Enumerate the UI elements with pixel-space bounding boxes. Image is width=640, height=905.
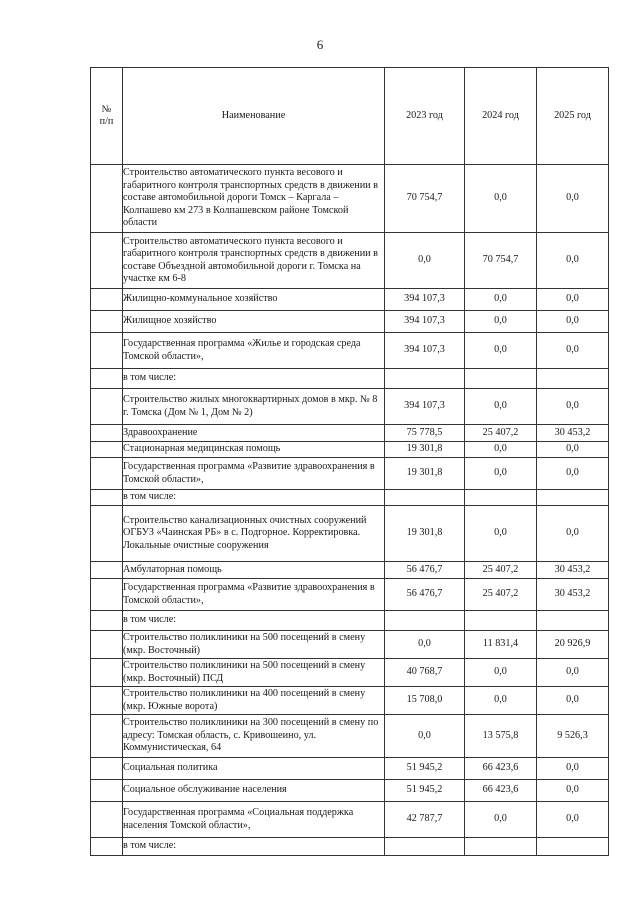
- value-2024: 25 407,2: [465, 579, 537, 611]
- row-number: [91, 562, 123, 579]
- page-number: 6: [316, 37, 324, 52]
- value-2025: [537, 838, 609, 856]
- value-2024: 13 575,8: [465, 715, 537, 758]
- value-2023: 394 107,3: [385, 311, 465, 333]
- value-2023: 19 301,8: [385, 458, 465, 490]
- row-name: Здравоохранение: [123, 425, 385, 442]
- budget-table: [90, 67, 609, 856]
- value-2025: 20 926,9: [537, 631, 609, 659]
- row-name: Строительство поликлиники на 500 посещений в смену (мкр. Восточный): [123, 631, 385, 659]
- value-2025: 0,0: [537, 389, 609, 425]
- row-number: [91, 611, 123, 631]
- value-2024: 0,0: [465, 659, 537, 687]
- value-2023: 0,0: [385, 715, 465, 758]
- value-2025: 0,0: [537, 687, 609, 715]
- table-row: [91, 289, 609, 311]
- table-row: [91, 369, 609, 389]
- row-number: [91, 389, 123, 425]
- row-name: в том числе:: [123, 490, 385, 506]
- value-2025: 30 453,2: [537, 425, 609, 442]
- row-name: Государственная программа «Развитие здравоохранения в Томской области»,: [123, 458, 385, 490]
- value-2025: 0,0: [537, 659, 609, 687]
- value-2024: 0,0: [465, 687, 537, 715]
- table-row: [91, 802, 609, 838]
- row-number: [91, 458, 123, 490]
- value-2024: 11 831,4: [465, 631, 537, 659]
- row-name: в том числе:: [123, 838, 385, 856]
- row-number: [91, 425, 123, 442]
- value-2024: [465, 838, 537, 856]
- value-2024: 0,0: [465, 165, 537, 233]
- table-row: [91, 442, 609, 458]
- table-row: [91, 715, 609, 758]
- value-2024: 25 407,2: [465, 425, 537, 442]
- table-row: [91, 562, 609, 579]
- row-name: Жилищно-коммунальное хозяйство: [123, 289, 385, 311]
- value-2025: 0,0: [537, 802, 609, 838]
- value-2023: [385, 369, 465, 389]
- row-number: [91, 333, 123, 369]
- value-2025: 0,0: [537, 506, 609, 562]
- header-2023: 2023 год: [385, 68, 465, 165]
- table-row: [91, 425, 609, 442]
- value-2023: 0,0: [385, 233, 465, 289]
- row-number: [91, 442, 123, 458]
- row-number: [91, 165, 123, 233]
- row-name: Строительство жилых многоквартирных домов в мкр. № 8 г. Томска (Дом № 1, Дом № 2): [123, 389, 385, 425]
- value-2023: 0,0: [385, 631, 465, 659]
- row-number: [91, 233, 123, 289]
- value-2023: 70 754,7: [385, 165, 465, 233]
- row-name: Государственная программа «Жилье и городская среда Томской области»,: [123, 333, 385, 369]
- value-2024: [465, 611, 537, 631]
- row-number: [91, 687, 123, 715]
- value-2025: 0,0: [537, 333, 609, 369]
- value-2024: 0,0: [465, 802, 537, 838]
- value-2024: 66 423,6: [465, 758, 537, 780]
- row-name: Амбулаторная помощь: [123, 562, 385, 579]
- table-row: [91, 579, 609, 611]
- row-name: Социальное обслуживание населения: [123, 780, 385, 802]
- value-2023: 394 107,3: [385, 333, 465, 369]
- value-2023: [385, 490, 465, 506]
- table-row: [91, 659, 609, 687]
- value-2024: 0,0: [465, 442, 537, 458]
- table-row: [91, 233, 609, 289]
- value-2023: 19 301,8: [385, 506, 465, 562]
- value-2024: 0,0: [465, 333, 537, 369]
- value-2023: 51 945,2: [385, 780, 465, 802]
- table-row: [91, 611, 609, 631]
- row-number: [91, 838, 123, 856]
- table-row: [91, 389, 609, 425]
- value-2023: 19 301,8: [385, 442, 465, 458]
- value-2024: 66 423,6: [465, 780, 537, 802]
- value-2025: 0,0: [537, 442, 609, 458]
- value-2024: 0,0: [465, 389, 537, 425]
- row-name: Государственная программа «Социальная поддержка населения Томской области»,: [123, 802, 385, 838]
- header-num: № п/п: [91, 68, 123, 165]
- row-name: Строительство канализационных очистных сооружений ОГБУЗ «Чаинская РБ» в с. Подгорное. Корректировка. Локальные очистные сооружения: [123, 506, 385, 562]
- row-number: [91, 369, 123, 389]
- table-row: [91, 458, 609, 490]
- value-2024: 0,0: [465, 289, 537, 311]
- value-2024: [465, 369, 537, 389]
- table-row: [91, 631, 609, 659]
- value-2024: 0,0: [465, 458, 537, 490]
- value-2023: 394 107,3: [385, 389, 465, 425]
- header-2025: 2025 год: [537, 68, 609, 165]
- row-name: Государственная программа «Развитие здравоохранения в Томской области»,: [123, 579, 385, 611]
- value-2025: [537, 611, 609, 631]
- row-name: Строительство поликлиники на 500 посещений в смену (мкр. Восточный) ПСД: [123, 659, 385, 687]
- value-2025: 0,0: [537, 165, 609, 233]
- row-number: [91, 758, 123, 780]
- value-2023: 51 945,2: [385, 758, 465, 780]
- value-2024: 70 754,7: [465, 233, 537, 289]
- value-2025: 9 526,3: [537, 715, 609, 758]
- table-row: [91, 838, 609, 856]
- value-2023: 75 778,5: [385, 425, 465, 442]
- row-name: Строительство поликлиники на 300 посещений в смену по адресу: Томская область, с. Кривошеино, ул. Коммунистическая, 64: [123, 715, 385, 758]
- row-name: в том числе:: [123, 611, 385, 631]
- value-2025: 30 453,2: [537, 562, 609, 579]
- row-name: в том числе:: [123, 369, 385, 389]
- table-row: [91, 333, 609, 369]
- row-number: [91, 631, 123, 659]
- value-2024: 25 407,2: [465, 562, 537, 579]
- table-row: [91, 780, 609, 802]
- row-number: [91, 802, 123, 838]
- value-2025: 0,0: [537, 289, 609, 311]
- value-2023: 15 708,0: [385, 687, 465, 715]
- value-2025: 0,0: [537, 311, 609, 333]
- table-row: [91, 687, 609, 715]
- row-number: [91, 490, 123, 506]
- value-2025: 0,0: [537, 758, 609, 780]
- value-2025: 30 453,2: [537, 579, 609, 611]
- table-row: [91, 490, 609, 506]
- row-number: [91, 289, 123, 311]
- value-2025: [537, 490, 609, 506]
- value-2024: 0,0: [465, 311, 537, 333]
- value-2023: 56 476,7: [385, 579, 465, 611]
- row-name: Стационарная медицинская помощь: [123, 442, 385, 458]
- table-header-row: [91, 68, 609, 165]
- value-2023: 40 768,7: [385, 659, 465, 687]
- header-name: Наименование: [123, 68, 385, 165]
- row-number: [91, 311, 123, 333]
- row-name: Жилищное хозяйство: [123, 311, 385, 333]
- value-2024: [465, 490, 537, 506]
- row-number: [91, 659, 123, 687]
- row-number: [91, 715, 123, 758]
- value-2023: 394 107,3: [385, 289, 465, 311]
- row-number: [91, 506, 123, 562]
- table-row: [91, 506, 609, 562]
- value-2025: 0,0: [537, 780, 609, 802]
- value-2023: 56 476,7: [385, 562, 465, 579]
- row-name: Социальная политика: [123, 758, 385, 780]
- value-2023: 42 787,7: [385, 802, 465, 838]
- value-2025: 0,0: [537, 233, 609, 289]
- row-name: Строительство автоматического пункта весового и габаритного контроля транспортных средств в движении в составе Объездной автомобильной дороги г. Томска на участке км 6-8: [123, 233, 385, 289]
- row-number: [91, 579, 123, 611]
- table-row: [91, 311, 609, 333]
- value-2024: 0,0: [465, 506, 537, 562]
- value-2023: [385, 838, 465, 856]
- table-row: [91, 758, 609, 780]
- value-2025: 0,0: [537, 458, 609, 490]
- header-2024: 2024 год: [465, 68, 537, 165]
- row-name: Строительство автоматического пункта весового и габаритного контроля транспортных средств в движении в составе автомобильной дороги Томск – Каргала – Колпашево км 273 в Колпашевском районе Томской области: [123, 165, 385, 233]
- row-number: [91, 780, 123, 802]
- row-name: Строительство поликлиники на 400 посещений в смену (мкр. Южные ворота): [123, 687, 385, 715]
- value-2025: [537, 369, 609, 389]
- value-2023: [385, 611, 465, 631]
- table-row: [91, 165, 609, 233]
